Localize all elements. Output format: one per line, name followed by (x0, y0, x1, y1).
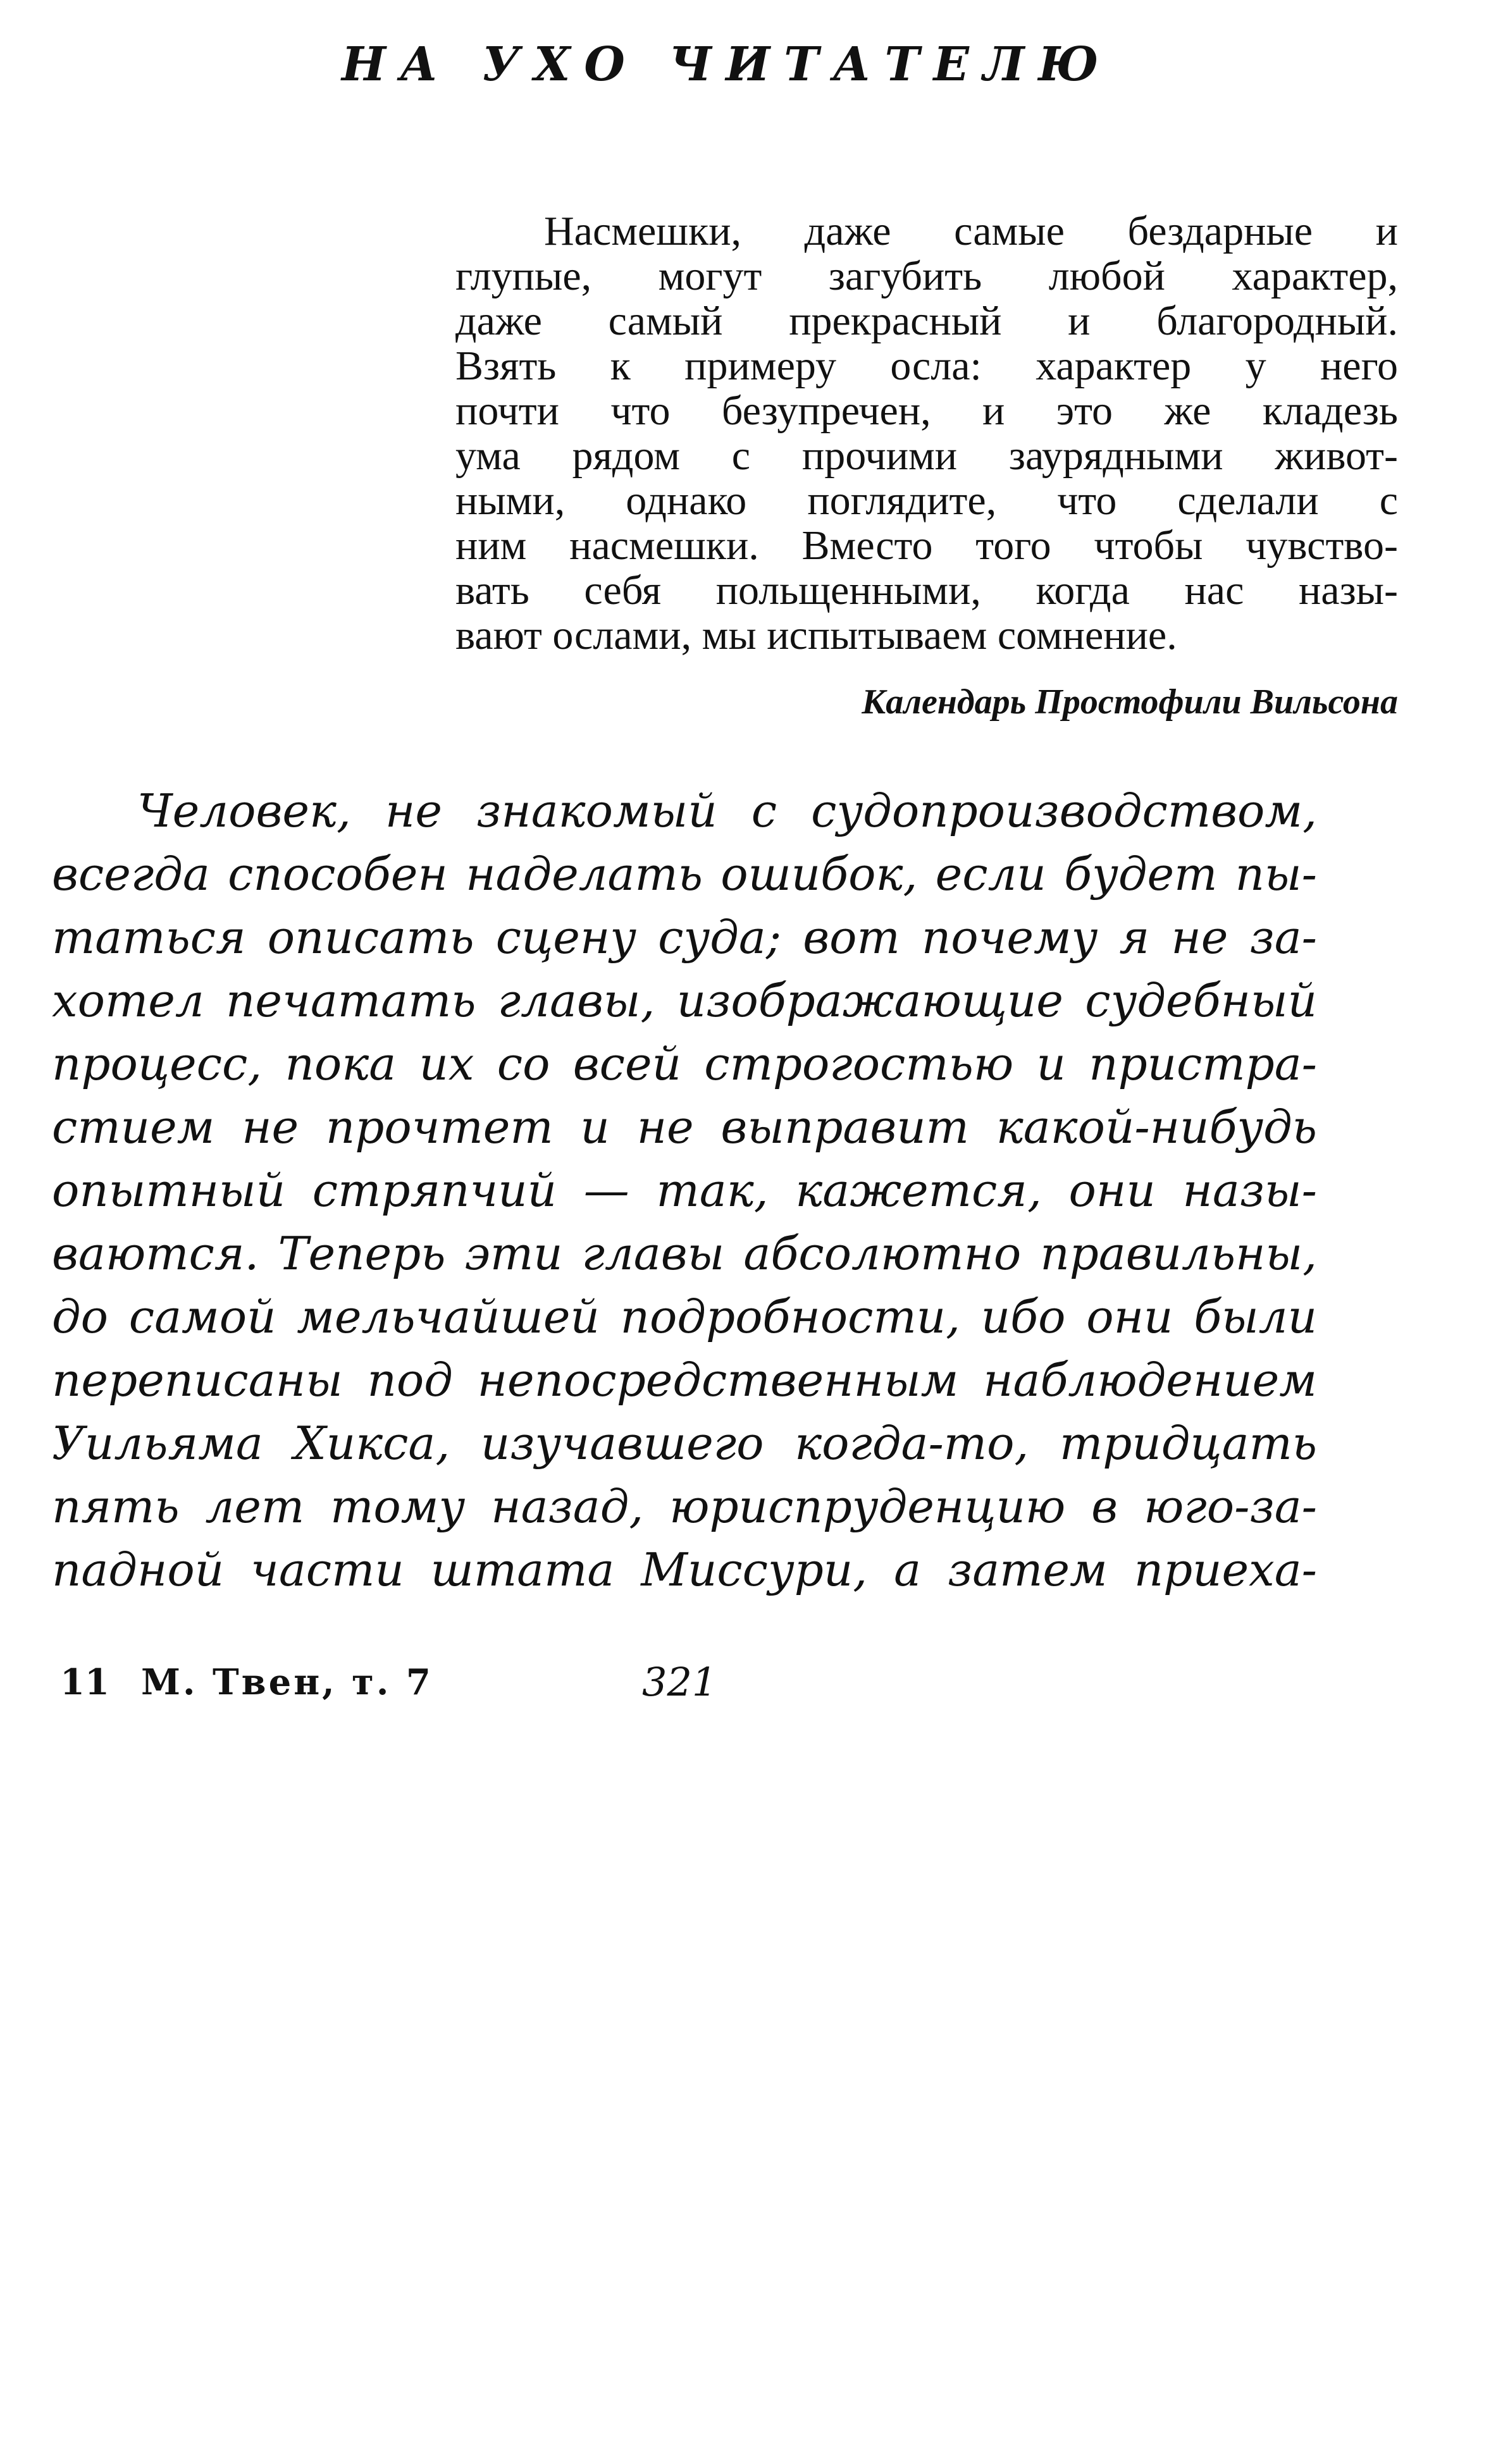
epigraph-line: вать себя польщенными, когда нас назы- (455, 567, 1398, 613)
body-line: Уильяма Хикса, изучавшего когда-то, тридцать (52, 1417, 1317, 1470)
epigraph-source: Календарь Простофили Вильсона (862, 682, 1398, 722)
body-line: всегда способен наделать ошибок, если будет пы- (52, 847, 1317, 901)
epigraph-line: ума рядом с прочими заурядными живот- (455, 433, 1398, 479)
body-line: хотел печатать главы, изображающие судебный (52, 974, 1317, 1027)
epigraph-line: почти что безупречен, и это же кладезь (455, 388, 1398, 434)
page-footer (60, 1651, 819, 1714)
body-line: пять лет тому назад, юриспруденцию в юго-за- (52, 1480, 1317, 1533)
epigraph-line: ним насмешки. Вместо того чтобы чувство- (455, 522, 1398, 569)
body-line: таться описать сцену суда; вот почему я не за- (52, 911, 1317, 964)
epigraph-line: глупые, могут загубить любой характер, (455, 253, 1398, 299)
body-paragraph (52, 779, 1317, 1601)
epigraph (455, 209, 1398, 658)
body-line: падной части штата Миссури, а затем приеха- (52, 1543, 1317, 1596)
epigraph-line: Насмешки, даже самые бездарные и (544, 208, 1398, 254)
epigraph-line: даже самый прекрасный и благородный. (455, 298, 1398, 344)
epigraph-line: вают ослами, мы испытываем сомнение. (455, 612, 1177, 658)
page-number: 321 (642, 1659, 717, 1705)
body-line: до самой мельчайшей подробности, ибо они были (52, 1290, 1317, 1343)
body-line: стием не прочтет и не выправит какой-нибудь (52, 1100, 1317, 1154)
epigraph-line: Взять к примеру осла: характер у него (455, 343, 1398, 389)
chapter-heading: НА УХО ЧИТАТЕЛЮ (342, 37, 1113, 92)
body-line: ваются. Теперь эти главы абсолютно правильны, (52, 1227, 1317, 1280)
epigraph-line: ными, однако поглядите, что сделали с (455, 477, 1398, 524)
body-line: переписаны под непосредственным наблюдением (52, 1353, 1317, 1407)
body-line: процесс, пока их со всей строгостью и пристра- (52, 1037, 1317, 1090)
body-line: опытный стряпчий — так, кажется, они назы- (52, 1164, 1317, 1217)
signature-text: М. Твен, т. 7 (141, 1661, 433, 1703)
signature-number: 11 (60, 1661, 109, 1703)
body-line: Человек, не знакомый с судопроизводством, (137, 784, 1317, 837)
